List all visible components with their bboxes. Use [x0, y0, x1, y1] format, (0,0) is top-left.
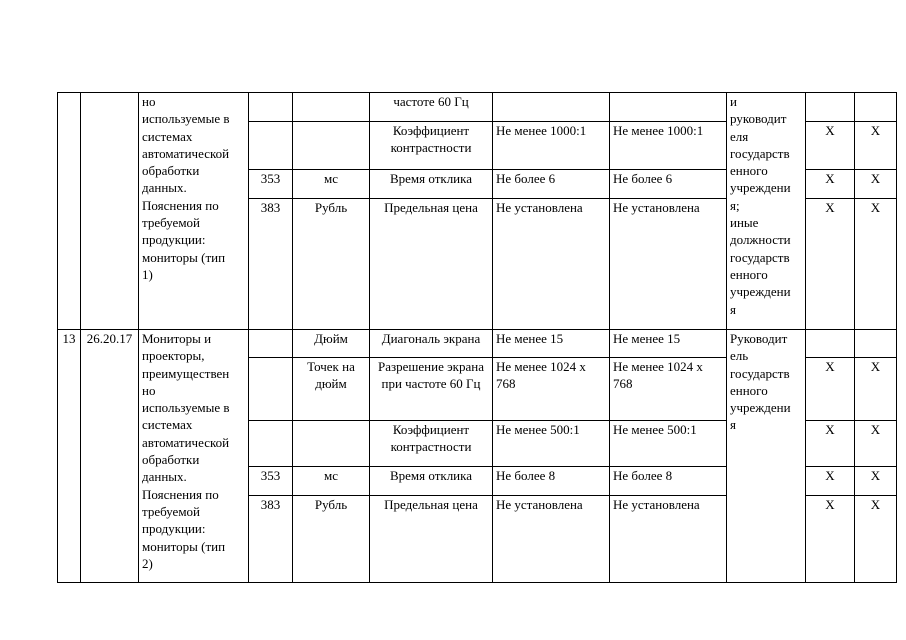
- okpd-code: 26.20.17: [81, 330, 139, 583]
- table-row: [58, 330, 897, 358]
- x-mark: X: [855, 170, 897, 199]
- value-b: Не установлена: [610, 496, 727, 583]
- row-number: [58, 93, 81, 330]
- unit-name: [293, 421, 370, 467]
- characteristic-name: частоте 60 Гц: [370, 93, 493, 122]
- x-mark: X: [806, 199, 855, 330]
- unit-name: Дюйм: [293, 330, 370, 358]
- characteristic-name: Время отклика: [370, 467, 493, 496]
- unit-name: Рубль: [293, 199, 370, 330]
- value-b: Не менее 500:1: [610, 421, 727, 467]
- x-mark: X: [855, 199, 897, 330]
- okei-code: [249, 330, 293, 358]
- value-a: Не более 6: [493, 170, 610, 199]
- x-mark: X: [806, 496, 855, 583]
- x-mark: [806, 330, 855, 358]
- x-mark: [855, 93, 897, 122]
- x-mark: X: [855, 496, 897, 583]
- okei-code: 383: [249, 199, 293, 330]
- x-mark: X: [806, 467, 855, 496]
- okei-code: [249, 93, 293, 122]
- value-b: [610, 93, 727, 122]
- value-b: Не установлена: [610, 199, 727, 330]
- value-b: Не более 8: [610, 467, 727, 496]
- okei-code: 353: [249, 170, 293, 199]
- x-mark: X: [855, 122, 897, 170]
- unit-name: [293, 93, 370, 122]
- value-a: Не установлена: [493, 199, 610, 330]
- position-category: Руководит ель государств енного учреждени я: [727, 330, 806, 583]
- characteristic-name: Диагональ экрана: [370, 330, 493, 358]
- x-mark: X: [806, 421, 855, 467]
- x-mark: X: [855, 467, 897, 496]
- unit-name: мс: [293, 170, 370, 199]
- x-mark: X: [806, 358, 855, 421]
- okei-code: 383: [249, 496, 293, 583]
- okei-code: 353: [249, 467, 293, 496]
- x-mark: [806, 93, 855, 122]
- value-a: [493, 93, 610, 122]
- spec-table: [57, 92, 897, 583]
- x-mark: X: [806, 170, 855, 199]
- unit-name: [293, 122, 370, 170]
- okei-code: [249, 358, 293, 421]
- unit-name: Рубль: [293, 496, 370, 583]
- product-name: Мониторы и проекторы, преимуществен но используемые в системах автоматической обработки данных. Пояснения по требуемой продукции: мониторы (тип 2): [139, 330, 249, 583]
- characteristic-name: Коэффициент контрастности: [370, 421, 493, 467]
- x-mark: X: [855, 421, 897, 467]
- value-a: Не менее 500:1: [493, 421, 610, 467]
- value-a: Не менее 1024 x 768: [493, 358, 610, 421]
- value-a: Не менее 15: [493, 330, 610, 358]
- row-number: 13: [58, 330, 81, 583]
- product-name: но используемые в системах автоматической обработки данных. Пояснения по требуемой продукции: мониторы (тип 1): [139, 93, 249, 330]
- x-mark: [855, 330, 897, 358]
- okpd-code: [81, 93, 139, 330]
- okei-code: [249, 122, 293, 170]
- characteristic-name: Предельная цена: [370, 199, 493, 330]
- value-b: Не более 6: [610, 170, 727, 199]
- unit-name: мс: [293, 467, 370, 496]
- value-a: Не более 8: [493, 467, 610, 496]
- x-mark: X: [806, 122, 855, 170]
- table-row: [58, 93, 897, 122]
- unit-name: Точек на дюйм: [293, 358, 370, 421]
- characteristic-name: Время отклика: [370, 170, 493, 199]
- characteristic-name: Коэффициент контрастности: [370, 122, 493, 170]
- okei-code: [249, 421, 293, 467]
- x-mark: X: [855, 358, 897, 421]
- value-a: Не менее 1000:1: [493, 122, 610, 170]
- value-b: Не менее 1024 x 768: [610, 358, 727, 421]
- value-b: Не менее 15: [610, 330, 727, 358]
- position-category: и руководит еля государств енного учреждени я; иные должности государств енного учреждени я: [727, 93, 806, 330]
- characteristic-name: Разрешение экрана при частоте 60 Гц: [370, 358, 493, 421]
- characteristic-name: Предельная цена: [370, 496, 493, 583]
- value-a: Не установлена: [493, 496, 610, 583]
- value-b: Не менее 1000:1: [610, 122, 727, 170]
